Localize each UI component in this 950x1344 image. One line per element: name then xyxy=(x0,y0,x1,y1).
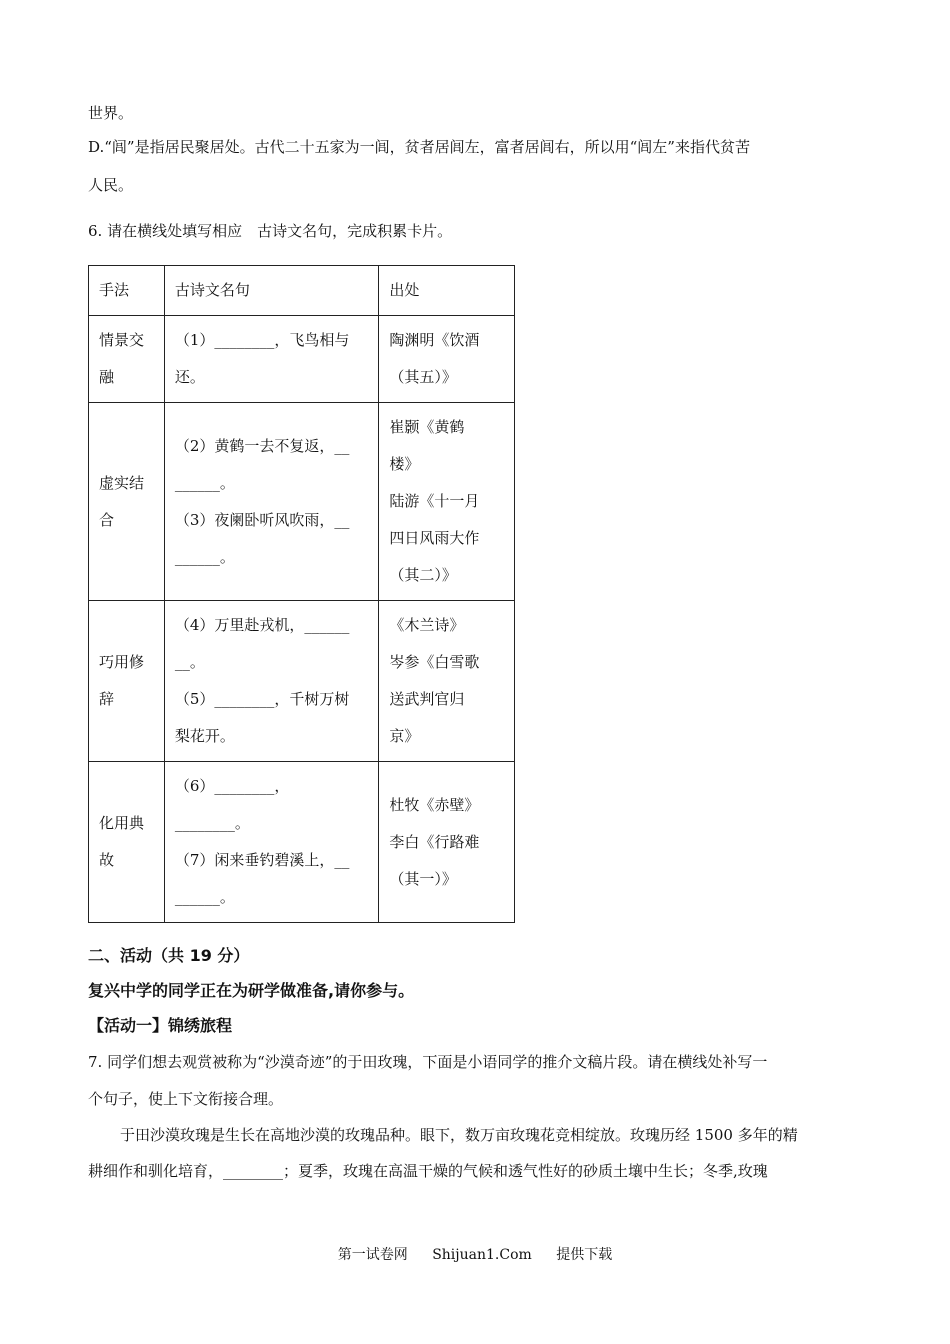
table-header-row xyxy=(89,266,515,316)
verse-line: （5）________，千树万树 xyxy=(174,690,350,708)
method-cell xyxy=(89,316,165,403)
option-d-line2: 人民。 xyxy=(88,176,134,194)
source-text: 陶渊明《饮酒 xyxy=(389,331,480,349)
verse-line: __。 xyxy=(174,653,205,671)
table-row xyxy=(89,403,515,601)
header-verse: 古诗文名句 xyxy=(164,266,378,316)
method-text: 辞 xyxy=(99,690,115,708)
verse-line: ________。 xyxy=(174,814,250,832)
verse-line: （7）闲来垂钓碧溪上，__ xyxy=(174,851,350,869)
passage-line2[interactable]: 耕细作和驯化培育，________；夏季，玫瑰在高温干燥的气候和透气性好的砂质土壤中生长；冬季,玫瑰 xyxy=(88,1162,768,1180)
method-text: 融 xyxy=(99,368,115,386)
source-text: 四日风雨大作 xyxy=(389,529,480,547)
source-cell xyxy=(379,601,515,762)
method-text: 巧用修 xyxy=(99,653,145,671)
verse-cell[interactable] xyxy=(164,403,378,601)
method-cell xyxy=(89,601,165,762)
verse-line: （2）黄鹤一去不复返，__ xyxy=(174,436,350,455)
table-row xyxy=(89,316,515,403)
verse-cell[interactable] xyxy=(164,316,378,403)
section-2-heading: 二、活动（共 19 分） xyxy=(88,946,250,965)
verse-line: 还。 xyxy=(174,368,205,386)
verse-line: （1）________，飞鸟相与 xyxy=(174,331,350,349)
source-cell xyxy=(379,403,515,601)
verse-line: （4）万里赴戎机，______ xyxy=(174,616,350,634)
method-cell xyxy=(89,403,165,601)
source-text: 陆游《十一月 xyxy=(389,492,480,510)
source-text: 送武判官归 xyxy=(389,690,465,708)
activity-1-heading: 【活动一】锦绣旅程 xyxy=(88,1016,233,1035)
verse-line: ______。 xyxy=(174,888,235,906)
page-footer xyxy=(0,1245,950,1265)
question-7-line2: 个句子，使上下文衔接合理。 xyxy=(88,1090,284,1108)
footer-download: 提供下载 xyxy=(556,1247,613,1263)
table-row xyxy=(89,762,515,923)
footer-site-cn: 第一试卷网 xyxy=(337,1247,408,1263)
verse-cell[interactable] xyxy=(164,762,378,923)
table-row xyxy=(89,601,515,762)
source-text: 李白《行路难 xyxy=(389,832,480,851)
source-cell xyxy=(379,762,515,923)
header-method: 手法 xyxy=(89,266,165,316)
text-line-world: 世界。 xyxy=(88,104,134,122)
source-text: 崔颢《黄鹤 xyxy=(389,418,465,436)
passage-line1: 于田沙漠玫瑰是生长在高地沙漠的玫瑰品种。眼下，数万亩玫瑰花竞相绽放。玫瑰历经 1500 多年的精 xyxy=(120,1126,798,1144)
source-text: 楼》 xyxy=(389,455,420,473)
source-text: （其一）》 xyxy=(389,869,457,888)
source-cell xyxy=(379,316,515,403)
verse-line: （6）________， xyxy=(174,777,290,795)
section-2-intro: 复兴中学的同学正在为研学做准备,请你参与。 xyxy=(88,981,415,1000)
header-source: 出处 xyxy=(379,266,515,316)
verse-line: ______。 xyxy=(174,473,235,492)
footer-site-en[interactable]: Shijuan1.Com xyxy=(432,1247,532,1263)
source-text: 《木兰诗》 xyxy=(389,616,465,634)
source-text: 京》 xyxy=(389,727,420,745)
method-cell xyxy=(89,762,165,923)
verse-line: （3）夜阑卧听风吹雨，__ xyxy=(174,510,350,529)
method-text: 合 xyxy=(99,510,115,529)
method-text: 虚实结 xyxy=(99,473,145,492)
question-7-line1: 7. 同学们想去观赏被称为“沙漠奇迹”的于田玫瑰，下面是小语同学的推介文稿片段。请在横线处补写一 xyxy=(88,1053,768,1071)
source-text: （其五）》 xyxy=(389,368,457,386)
method-text: 情景交 xyxy=(99,331,145,349)
method-text: 故 xyxy=(99,851,115,869)
source-text: （其二）》 xyxy=(389,566,457,584)
method-text: 化用典 xyxy=(99,814,145,832)
verse-line: 梨花开。 xyxy=(174,727,235,745)
accumulation-card-table xyxy=(88,265,515,923)
option-d-line1: D.“闾”是指居民聚居处。古代二十五家为一闾，贫者居闾左，富者居闾右，所以用“闾左”来指代贫苦 xyxy=(88,138,750,156)
verse-line: ______。 xyxy=(174,547,235,566)
question-6-prompt: 6. 请在横线处填写相应 古诗文名句，完成积累卡片。 xyxy=(88,222,453,240)
source-text: 岑参《白雪歌 xyxy=(389,653,480,671)
verse-cell[interactable] xyxy=(164,601,378,762)
source-text: 杜牧《赤壁》 xyxy=(389,795,480,814)
